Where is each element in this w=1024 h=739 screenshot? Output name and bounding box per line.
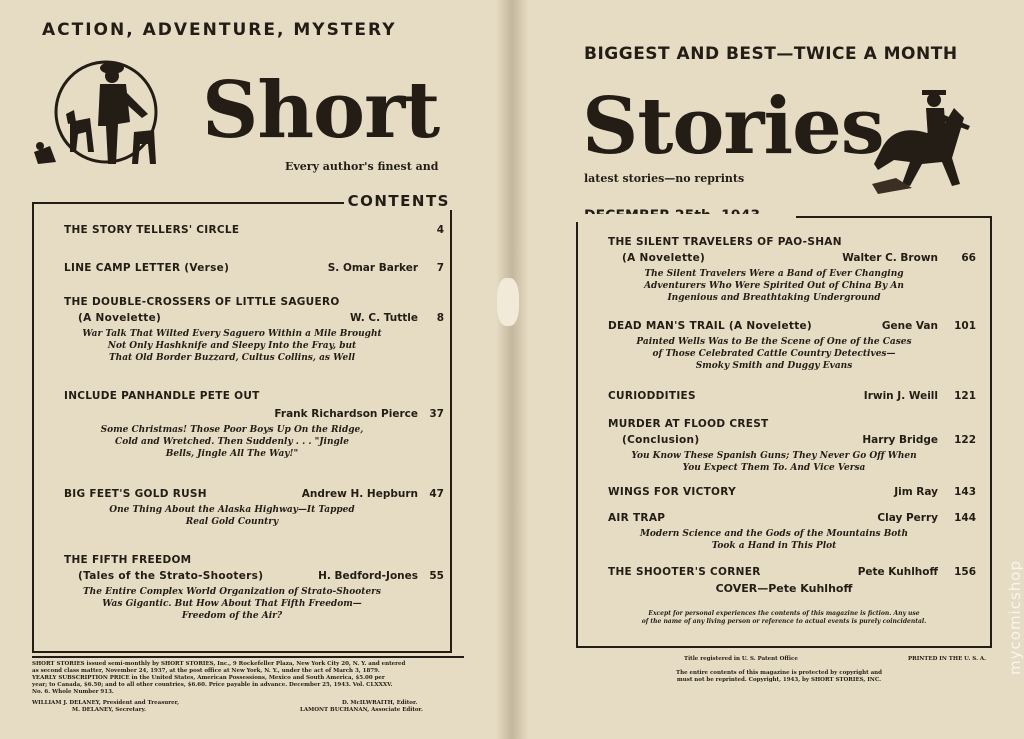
entry-title: INCLUDE PANHANDLE PETE OUT (64, 390, 260, 402)
entry-page-number: 143 (954, 486, 976, 498)
entry-title: WINGS FOR VICTORY (608, 486, 736, 498)
entry-page-number: 4 (436, 224, 444, 236)
entry-subtitle: (Tales of the Strato-Shooters) (78, 570, 264, 582)
entry-title: THE FIFTH FREEDOM (64, 554, 192, 566)
entry-page-number: 121 (954, 390, 976, 402)
page-gutter (496, 0, 528, 739)
entry-description (64, 424, 400, 460)
description-line: Cold and Wretched. Then Suddenly . . . "Jingle (115, 437, 349, 447)
description-line: Adventurers Who Were Spirited Out of China By An (644, 281, 904, 291)
left-footer-line: SHORT STORIES issued semi-monthly by SHORT STORIES, Inc., 9 Rockefeller Plaza, New York City 20, N. Y. and entered (32, 661, 406, 667)
description-line: That Old Border Buzzard, Cultus Collins, as Well (108, 353, 356, 363)
entry-title: THE STORY TELLERS' CIRCLE (64, 224, 240, 236)
entry-author: Gene Van (881, 320, 938, 332)
entry-title: BIG FEET'S GOLD RUSH (64, 488, 207, 500)
entry-page-number: 144 (954, 512, 976, 524)
description-line: Smoky Smith and Duggy Evans (695, 361, 853, 371)
contents-box (32, 192, 452, 653)
left-tagline: ACTION, ADVENTURE, MYSTERY (42, 20, 397, 40)
entry-title: AIR TRAP (608, 512, 666, 524)
entry-description (608, 528, 940, 552)
entry-page-number: 37 (429, 408, 444, 420)
masthead-stories: Stories (582, 81, 884, 172)
entry-title: DEAD MAN'S TRAIL (A Novelette) (608, 320, 813, 332)
left-subline: Every author's finest and (285, 160, 439, 173)
left-footer-editors (300, 700, 423, 714)
left-footer-line: YEARLY SUBSCRIPTION PRICE in the United States, American Possessions, Mexico and South America, $5.00 per (32, 675, 385, 681)
left-footer-text (32, 661, 472, 696)
description-line: Ingenious and Breathtaking Underground (667, 293, 881, 303)
entry-author: Jim Ray (894, 486, 938, 498)
entry-author: Frank Richardson Pierce (274, 408, 418, 420)
disclaimer (578, 610, 990, 626)
description-line: War Talk That Wilted Every Saguero Within a Mile Brought (82, 329, 382, 339)
entry-author: Harry Bridge (862, 434, 938, 446)
disclaimer-line: of the name of any living person or reference to actual events is purely coincidental. (641, 618, 927, 625)
masthead-short: Short (202, 65, 440, 156)
cover-credit: COVER—Pete Kuhlhoff (715, 582, 853, 595)
description-line: Modern Science and the Gods of the Mountains Both (639, 529, 909, 539)
disclaimer-line: Except for personal experiences the contents of this magazine is fiction. Any use (648, 610, 920, 617)
entry-author: H. Bedford-Jones (318, 570, 418, 582)
entry-page-number: 55 (429, 570, 444, 582)
horse-rider-icon (872, 88, 972, 198)
entry-description (608, 336, 940, 372)
left-footer-line: as second class matter, November 24, 1937, at the post office at New York, N. Y., under the act of March 3, 1879. (32, 668, 380, 674)
entry-subtitle: (A Novelette) (622, 252, 706, 264)
entry-author: Pete Kuhlhoff (857, 566, 938, 578)
trademark-note: Title registered in U. S. Patent Office (684, 656, 798, 662)
description-line: of Those Celebrated Cattle Country Detectives— (652, 349, 896, 359)
entry-title: CURIODDITIES (608, 390, 696, 402)
entry-subtitle: (A Novelette) (78, 312, 162, 324)
left-footer-line: No. 6. Whole Number 913. (32, 689, 114, 695)
entry-author: W. C. Tuttle (350, 312, 418, 324)
entry-description (64, 504, 400, 528)
cowboy-with-dogs-icon (30, 52, 162, 172)
copyright-line: The entire contents of this magazine is protected by copyright and (676, 670, 882, 676)
description-line: Real Gold Country (185, 517, 279, 527)
footer-officer: WILLIAM J. DELANEY, President and Treasurer, (32, 700, 180, 706)
entry-subtitle: (Conclusion) (622, 434, 700, 446)
copyright-note (676, 670, 882, 684)
entry-title: MURDER AT FLOOD CREST (608, 418, 769, 430)
entry-page-number: 156 (954, 566, 976, 578)
printed-in-usa: PRINTED IN THE U. S. A. (908, 656, 987, 662)
footer-editor: D. McILWRAITH, Editor. (342, 700, 418, 706)
description-line: Painted Wells Was to Be the Scene of One of the Cases (636, 337, 912, 347)
entry-author: Clay Perry (877, 512, 938, 524)
description-line: Was Gigantic. But How About That Fifth Freedom— (102, 599, 362, 609)
description-line: You Know These Spanish Guns; They Never Go Off When (631, 451, 917, 461)
entry-author: S. Omar Barker (327, 262, 418, 274)
left-footer-rule (32, 656, 464, 658)
description-line: Freedom of the Air? (181, 611, 283, 621)
left-footer-officers (32, 700, 179, 714)
copyright-line: must not be reprinted. Copyright, 1943, by SHORT STORIES, INC. (676, 677, 882, 683)
entry-page-number: 7 (436, 262, 444, 274)
description-line: Not Only Hashknife and Sleepy Into the Fray, but (107, 341, 357, 351)
right-subline: latest stories—no reprints (584, 172, 745, 185)
entry-title: THE SHOOTER'S CORNER (608, 566, 761, 578)
entry-description (608, 450, 940, 474)
left-footer-line: year; to Canada, $6.50; and to all other countries, $6.60. Price payable in advance. December 25, 1943. Vol. CLXXXV. (32, 682, 393, 688)
right-page (512, 0, 1024, 739)
entry-title: LINE CAMP LETTER (Verse) (64, 262, 230, 274)
entry-title: THE SILENT TRAVELERS OF PAO-SHAN (608, 236, 842, 248)
description-line: Took a Hand in This Plot (711, 541, 837, 551)
entry-page-number: 66 (961, 252, 976, 264)
entry-author: Irwin J. Weill (863, 390, 938, 402)
entry-page-number: 8 (436, 312, 444, 324)
description-line: Bells, Jingle All The Way!" (165, 449, 299, 459)
entry-page-number: 122 (954, 434, 976, 446)
description-line: The Entire Complex World Organization of Strato-Shooters (82, 587, 381, 597)
entry-title: THE DOUBLE-CROSSERS OF LITTLE SAGUERO (64, 296, 340, 308)
entry-page-number: 47 (429, 488, 444, 500)
footer-editor: LAMONT BUCHANAN, Associate Editor. (300, 707, 423, 713)
date-gap (576, 214, 796, 222)
right-tagline: BIGGEST AND BEST—TWICE A MONTH (584, 44, 958, 64)
description-line: The Silent Travelers Were a Band of Ever Changing (644, 269, 904, 279)
description-line: Some Christmas! Those Poor Boys Up On the Ridge, (100, 425, 364, 435)
contents-heading: CONTENTS (344, 192, 454, 210)
footer-officer: M. DELANEY, Secretary. (72, 707, 146, 713)
entry-author: Andrew H. Hepburn (301, 488, 418, 500)
watermark: mycomicshop (1006, 560, 1024, 675)
paper-tear (497, 278, 519, 326)
entry-description (608, 268, 940, 304)
entry-page-number: 101 (954, 320, 976, 332)
entry-author: Walter C. Brown (842, 252, 938, 264)
right-contents-box (576, 216, 992, 648)
description-line: One Thing About the Alaska Highway—It Tapped (109, 505, 355, 515)
entry-description (64, 328, 400, 364)
description-line: You Expect Them To. And Vice Versa (682, 463, 866, 473)
entry-description (64, 586, 400, 622)
